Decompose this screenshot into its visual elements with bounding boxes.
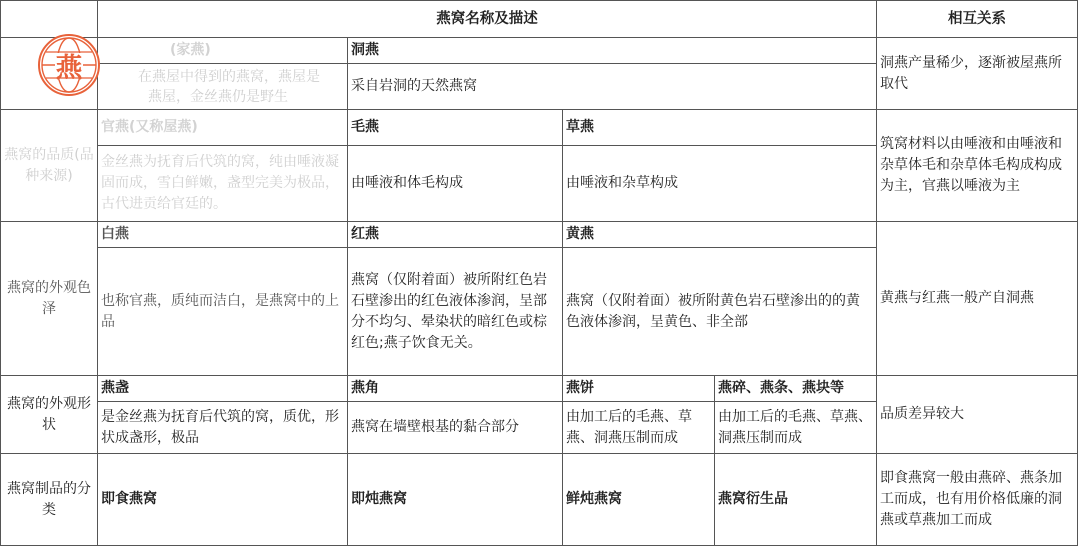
jiao-nest-description: 燕窝在墙壁根基的黏合部分 — [348, 402, 563, 454]
yellow-nest-name: 黄燕 — [563, 222, 877, 248]
product-ready-stew: 即炖燕窝 — [348, 454, 563, 546]
header-names-description: 燕窝名称及描述 — [98, 1, 877, 38]
mao-nest-description: 由唾液和体毛构成 — [348, 146, 563, 222]
color-relation: 黄燕与红燕一般产自洞燕 — [877, 222, 1078, 376]
sui-nest-description: 由加工后的毛燕、草燕、洞燕压制而成 — [715, 402, 877, 454]
product-category: 燕窝制品的分类 — [1, 454, 98, 546]
product-derivatives: 燕窝衍生品 — [715, 454, 877, 546]
habitat-faded-desc-line1: 在燕屋中得到的燕窝，燕屋是 — [138, 68, 320, 85]
cao-nest-name: 草燕 — [563, 110, 877, 146]
sui-nest-name: 燕碎、燕条、燕块等 — [715, 376, 877, 402]
material-category: 燕窝的品质(品种来源) — [1, 110, 98, 222]
cave-nest-name: 洞燕 — [348, 38, 877, 64]
logo-character: 燕 — [55, 52, 83, 84]
white-nest-name: 白燕 — [98, 222, 348, 248]
bing-nest-name: 燕饼 — [563, 376, 715, 402]
header-empty-cell — [1, 1, 98, 38]
zhan-nest-description: 是金丝燕为抚育后代筑的窝，质优，形状成盏形，极品 — [98, 402, 348, 454]
guan-nest-description: 金丝燕为抚育后代筑的窝，纯由唾液凝固而成，雪白鲜嫩，盏型完美为极品，古代进贡给官廷的。 — [98, 146, 348, 222]
zhan-nest-name: 燕盏 — [98, 376, 348, 402]
swallow-logo — [38, 34, 100, 96]
mao-nest-name: 毛燕 — [348, 110, 563, 146]
guan-nest-name: 官燕(又称屋燕) — [98, 110, 348, 146]
cao-nest-description: 由唾液和杂草构成 — [563, 146, 877, 222]
habitat-faded-desc-line2: 燕屋，金丝燕仍是野生 — [148, 88, 288, 105]
yellow-nest-description: 燕窝（仅附着面）被所附黄色岩石壁渗出的的黄色液体渗润，呈黄色、非全部 — [563, 248, 877, 376]
red-nest-name: 红燕 — [348, 222, 563, 248]
product-instant: 即食燕窝 — [98, 454, 348, 546]
product-relation: 即食燕窝一般由燕碎、燕条加工而成，也有用价格低廉的洞燕或草燕加工而成 — [877, 454, 1078, 546]
header-relation: 相互关系 — [877, 1, 1078, 38]
jiao-nest-name: 燕角 — [348, 376, 563, 402]
color-category: 燕窝的外观色泽 — [1, 222, 98, 376]
material-relation: 筑窝材料以由唾液和由唾液和杂草体毛和杂草体毛构成构成 为主，官燕以唾液为主 — [877, 110, 1078, 222]
habitat-faded-title: (家燕) — [98, 38, 348, 64]
habitat-relation: 洞燕产量稀少，逐渐被屋燕所取代 — [877, 38, 1078, 110]
red-nest-description: 燕窝（仅附着面）被所附红色岩石壁渗出的红色液体渗润，呈部分不均匀、晕染状的暗红色或棕红色;燕子饮食无关。 — [348, 248, 563, 376]
product-fresh-stew: 鲜炖燕窝 — [563, 454, 715, 546]
bing-nest-description: 由加工后的毛燕、草燕、洞燕压制而成 — [563, 402, 715, 454]
habitat-faded-desc — [98, 64, 348, 110]
shape-category: 燕窝的外观形状 — [1, 376, 98, 454]
shape-relation: 品质差异较大 — [877, 376, 1078, 454]
white-nest-description: 也称官燕，质纯而洁白，是燕窝中的上品 — [98, 248, 348, 376]
cave-nest-description: 采自岩洞的天然燕窝 — [348, 64, 877, 110]
